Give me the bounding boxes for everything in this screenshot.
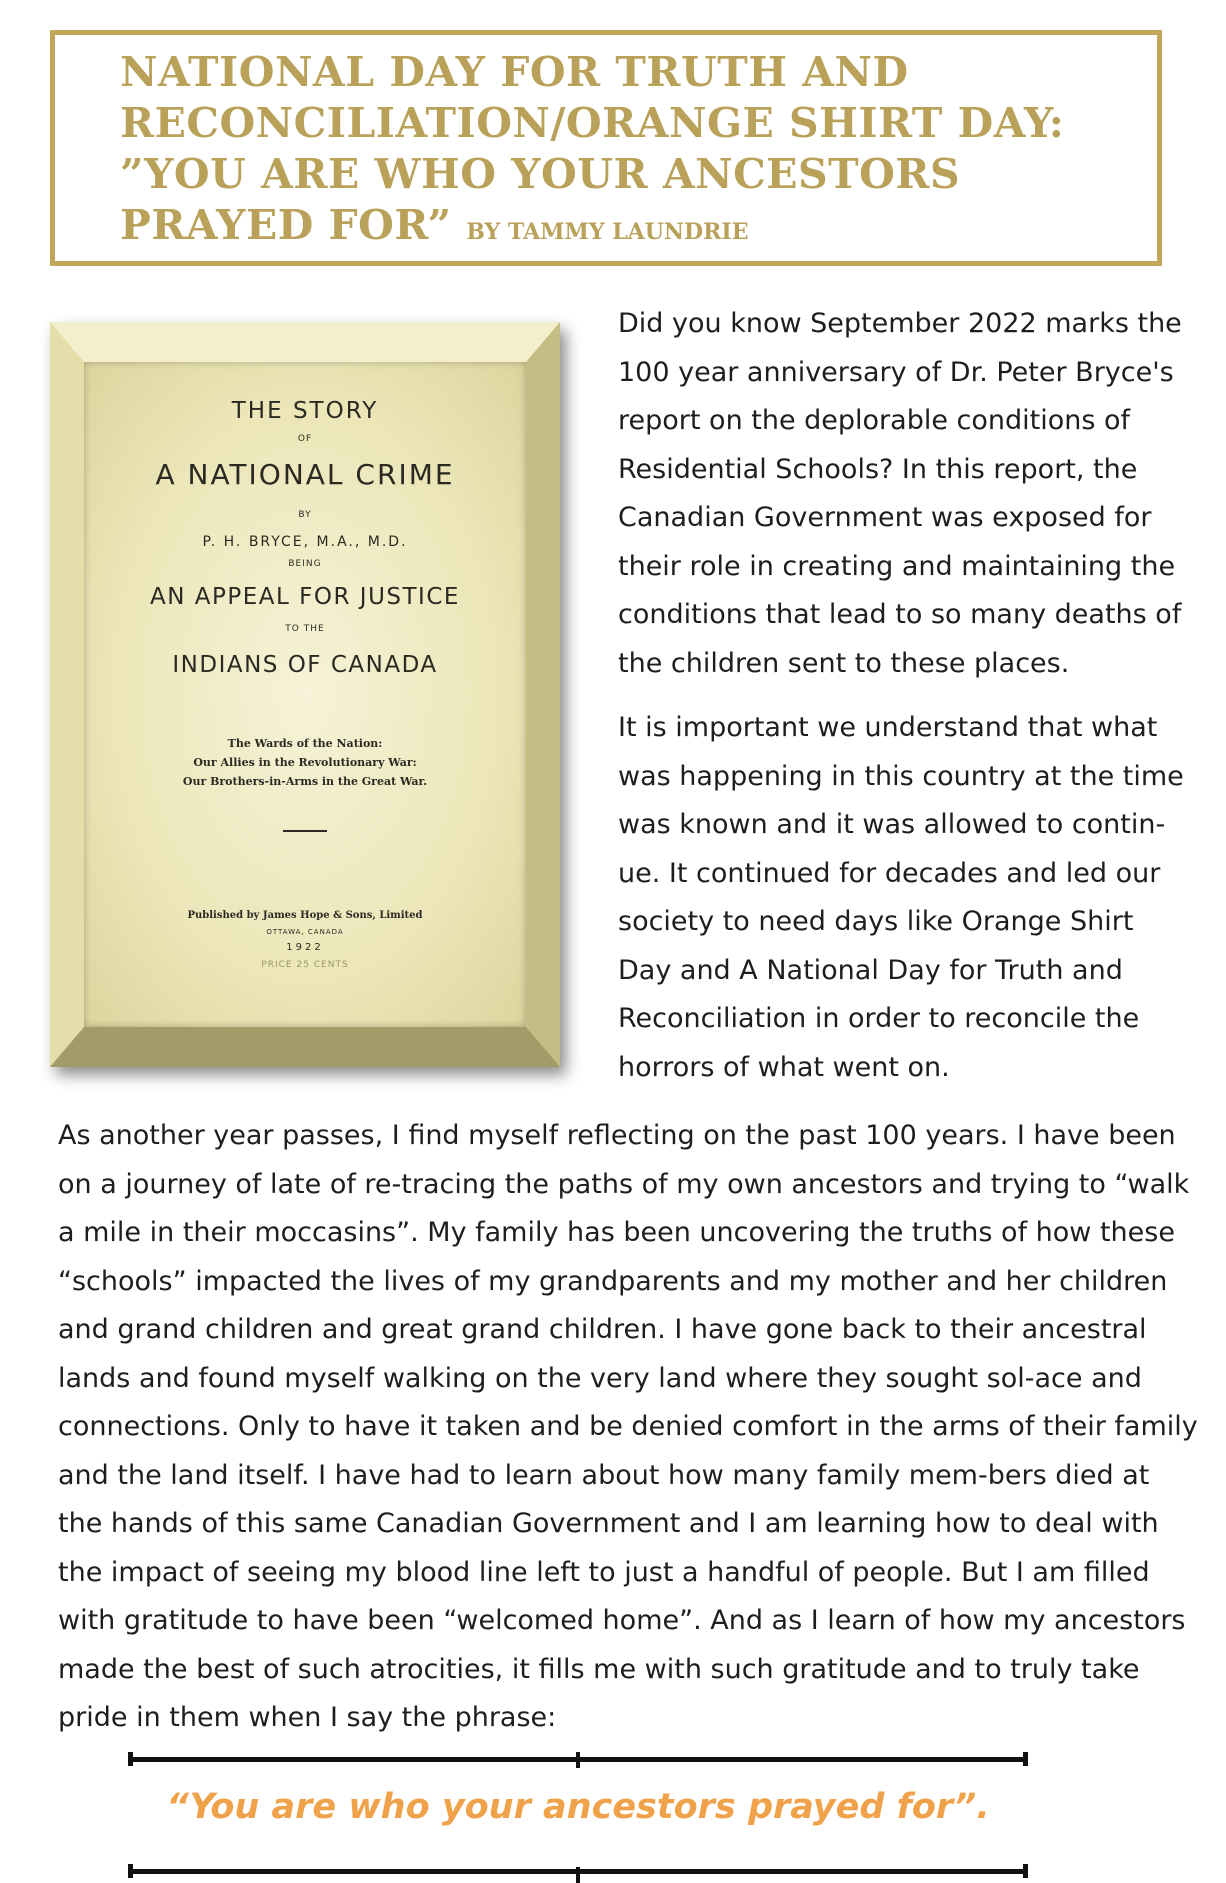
article-right-column: [618, 300, 1193, 1108]
book-line: BEING: [288, 559, 322, 569]
book-line: BY: [298, 510, 312, 520]
title-line: [120, 200, 1150, 258]
book-line: Our Brothers-in-Arms in the Great War.: [182, 775, 428, 788]
book-line: OTTAWA, CANADA: [266, 928, 344, 936]
book-divider: [283, 830, 327, 832]
title-line: NATIONAL DAY FOR TRUTH AND: [120, 48, 909, 96]
book-line: TO THE: [285, 624, 325, 634]
book-publisher: Published by James Hope & Sons, Limited: [187, 910, 423, 921]
article-paragraph: It is important we understand that what was happening in this country at the time was known and it was allowed to contin-ue. It continued for decades and led our society to need days like Orange Shirt Day and A National Day for Truth and Reconciliation in order to reconcile the horrors of what went on.: [618, 712, 1184, 1083]
pull-quote: “You are who your ancestors prayed for”.: [166, 1787, 990, 1827]
quote-tick-bottom: [576, 1867, 580, 1883]
quote-box: [128, 1757, 1028, 1882]
book-year: 1922: [286, 942, 324, 953]
article-paragraph: As another year passes, I find myself reflecting on the past 100 years. I have been on a journey of late of re-tracing the paths of my own ancestors and trying to “walk a mile in their moccasins”. My family has been uncovering the truths of how these “schools” impacted the lives of my grandparents and my mother and her children and grand children and great grand children. I have gone back to their ancestral lands and found myself walking on the very land where they sought sol-ace and connections. Only to have it taken and be denied comfort in the arms of their family and the land itself. I have had to learn about how many family mem-bers died at the hands of this same Canadian Government and I am learning how to deal with the impact of seeing my blood line left to just a handful of people. But I am filled with gratitude to have been “welcomed home”. And as I learn of how my ancestors made the best of such atrocities, it fills me with such gratitude and to truly take pride in them when I say the phrase:: [58, 1120, 1198, 1733]
book-title: A NATIONAL CRIME: [155, 458, 455, 491]
book-line: The Wards of the Nation:: [227, 737, 383, 750]
book-cover-image: [50, 322, 560, 1067]
title-box: [50, 30, 1162, 266]
title-line: ”YOU ARE WHO YOUR ANCESTORS: [120, 150, 961, 198]
title-line: RECONCILIATION/ORANGE SHIRT DAY:: [120, 99, 1065, 147]
book-line: OF: [297, 434, 313, 444]
page-title: [120, 47, 1150, 258]
book-subtitle: INDIANS OF CANADA: [172, 652, 438, 678]
book-price: PRICE 25 CENTS: [261, 960, 349, 970]
book-author: P. H. BRYCE, M.A., M.D.: [202, 534, 408, 550]
author-byline: BY TAMMY LAUNDRIE: [466, 219, 749, 245]
quote-tick-top: [576, 1752, 580, 1768]
article-paragraph: Did you know September 2022 marks the 100 year anniversary of Dr. Peter Bryce's report on the deplorable conditions of Residential Schools? In this report, the Canadian Government was exposed for their role in creating and maintaining the conditions that lead to so many deaths of the children sent to these places.: [618, 308, 1182, 679]
book-cover-page: [84, 362, 526, 1027]
title-line-end: PRAYED FOR”: [120, 201, 452, 249]
book-subtitle: AN APPEAL FOR JUSTICE: [150, 584, 460, 610]
book-line: Our Allies in the Revolutionary War:: [193, 756, 417, 769]
book-line: THE STORY: [231, 398, 379, 424]
